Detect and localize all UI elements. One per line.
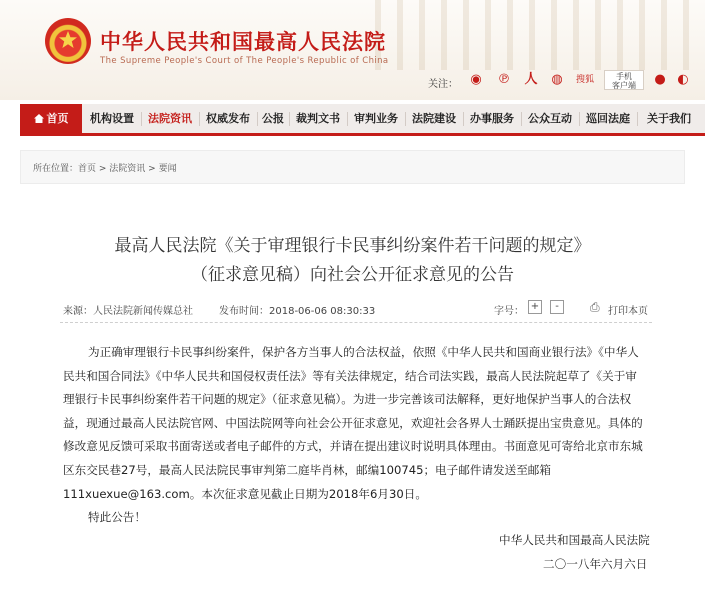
- mobile-label-1: 手机: [616, 72, 632, 81]
- nav-item-institutions[interactable]: 机构设置: [90, 112, 134, 125]
- nav-label: 首页: [46, 112, 69, 125]
- breadcrumb-item-court-news[interactable]: 法院资讯: [109, 164, 146, 174]
- nav-item-court-news[interactable]: 法院资讯: [148, 112, 192, 125]
- nav-item-circuit-courts[interactable]: 巡回法庭: [586, 112, 630, 125]
- nav-item-judgments[interactable]: 裁判文书: [296, 112, 340, 125]
- wechat-icon[interactable]: ◍: [551, 72, 563, 87]
- body-line: 修改意见反馈可采取书面寄送或者电子邮件的方式，并请在提出建议时说明具体理由。书面意见可寄给北京市东城: [63, 439, 643, 454]
- site-subtitle: The Supreme People's Court of The People's Republic of China: [100, 56, 389, 66]
- body-line: 益，现通过最高人民法院官网、中国法院网等向社会公开征求意见，欢迎社会各界人士踊跃提出宝贵意见。具体的: [63, 415, 643, 430]
- publish-time: 发布时间：2018-06-06 08:30:33: [219, 306, 376, 317]
- nav-item-about[interactable]: 关于我们: [647, 112, 691, 125]
- mobile-label-2: 客户端: [612, 81, 636, 90]
- breadcrumb-separator: >: [145, 164, 159, 174]
- meta-divider: [60, 322, 652, 323]
- android-icon[interactable]: ◐: [677, 72, 689, 87]
- nav-item-interaction[interactable]: 公众互动: [528, 112, 572, 125]
- home-icon: [34, 114, 44, 123]
- breadcrumb-item-headlines[interactable]: 要闻: [158, 164, 177, 174]
- nav-item-home[interactable]: [20, 104, 82, 136]
- people-icon[interactable]: 人: [524, 72, 538, 87]
- apple-icon[interactable]: ●: [654, 72, 666, 87]
- zoom-out-button[interactable]: -: [550, 300, 564, 314]
- body-line: 111xuexue@163.com。本次征求意见截止日期为2018年6月30日。: [63, 486, 427, 501]
- nav-item-releases[interactable]: 权威发布: [206, 112, 250, 125]
- mobile-client-button[interactable]: [604, 70, 644, 90]
- tencent-weibo-icon[interactable]: ℗: [497, 72, 511, 87]
- closing-line: 特此公告！: [88, 510, 146, 525]
- weibo-icon[interactable]: ◉: [470, 72, 482, 87]
- body-line: 区东交民巷27号，最高人民法院民事审判第二庭毕肖林，邮编100745；电子邮件请发送至邮箱: [63, 462, 551, 477]
- article-title-line-1: 最高人民法院《关于审理银行卡民事纠纷案件若干问题的规定》: [114, 236, 591, 256]
- printer-icon[interactable]: ⎙: [590, 300, 600, 314]
- signature-org: 中华人民共和国最高人民法院: [499, 533, 650, 547]
- signature-date: 二〇一八年六月六日: [543, 557, 648, 571]
- site-title[interactable]: 中华人民共和国最高人民法院: [100, 30, 386, 54]
- breadcrumb-prefix: 所在位置：: [33, 164, 79, 174]
- zoom-in-button[interactable]: +: [528, 300, 542, 314]
- nav-item-trial-business[interactable]: 审判业务: [354, 112, 398, 125]
- breadcrumb-text: [33, 161, 177, 174]
- nav-item-services[interactable]: 办事服务: [470, 112, 514, 125]
- breadcrumb-separator: >: [96, 164, 110, 174]
- follow-label: 关注：: [428, 79, 458, 90]
- body-line: 民共和国合同法》《中华人民共和国侵权责任法》等有关法律规定，结合司法实践，最高人民法院起草了《关于审: [63, 368, 637, 383]
- sohu-link[interactable]: 搜狐: [575, 75, 594, 85]
- nav-item-court-building[interactable]: 法院建设: [412, 112, 456, 125]
- breadcrumb-item-home[interactable]: 首页: [78, 164, 97, 174]
- article-body: [63, 341, 663, 530]
- star-icon: [58, 30, 78, 50]
- print-page-link[interactable]: 打印本页: [608, 306, 648, 317]
- font-size-label: 字号：: [494, 306, 524, 317]
- national-emblem-logo[interactable]: [45, 18, 91, 64]
- breadcrumb: [20, 150, 685, 184]
- article-source: 来源：人民法院新闻传媒总社: [63, 306, 193, 317]
- nav-item-gazette[interactable]: 公报: [262, 112, 284, 125]
- body-line: 理银行卡民事纠纷案件若干问题的规定》（征求意见稿）。为进一步完善该司法解释，更好地保护当事人的合法权: [63, 392, 632, 407]
- main-nav: [20, 104, 705, 136]
- site-header: [0, 0, 705, 100]
- header-decoration: [375, 0, 705, 70]
- article-title-line-2: （征求意见稿）向社会公开征求意见的公告: [191, 265, 514, 285]
- body-line: 为正确审理银行卡民事纠纷案件，保护各方当事人的合法权益，依照《中华人民共和国商业银行法》《中华人: [88, 345, 639, 359]
